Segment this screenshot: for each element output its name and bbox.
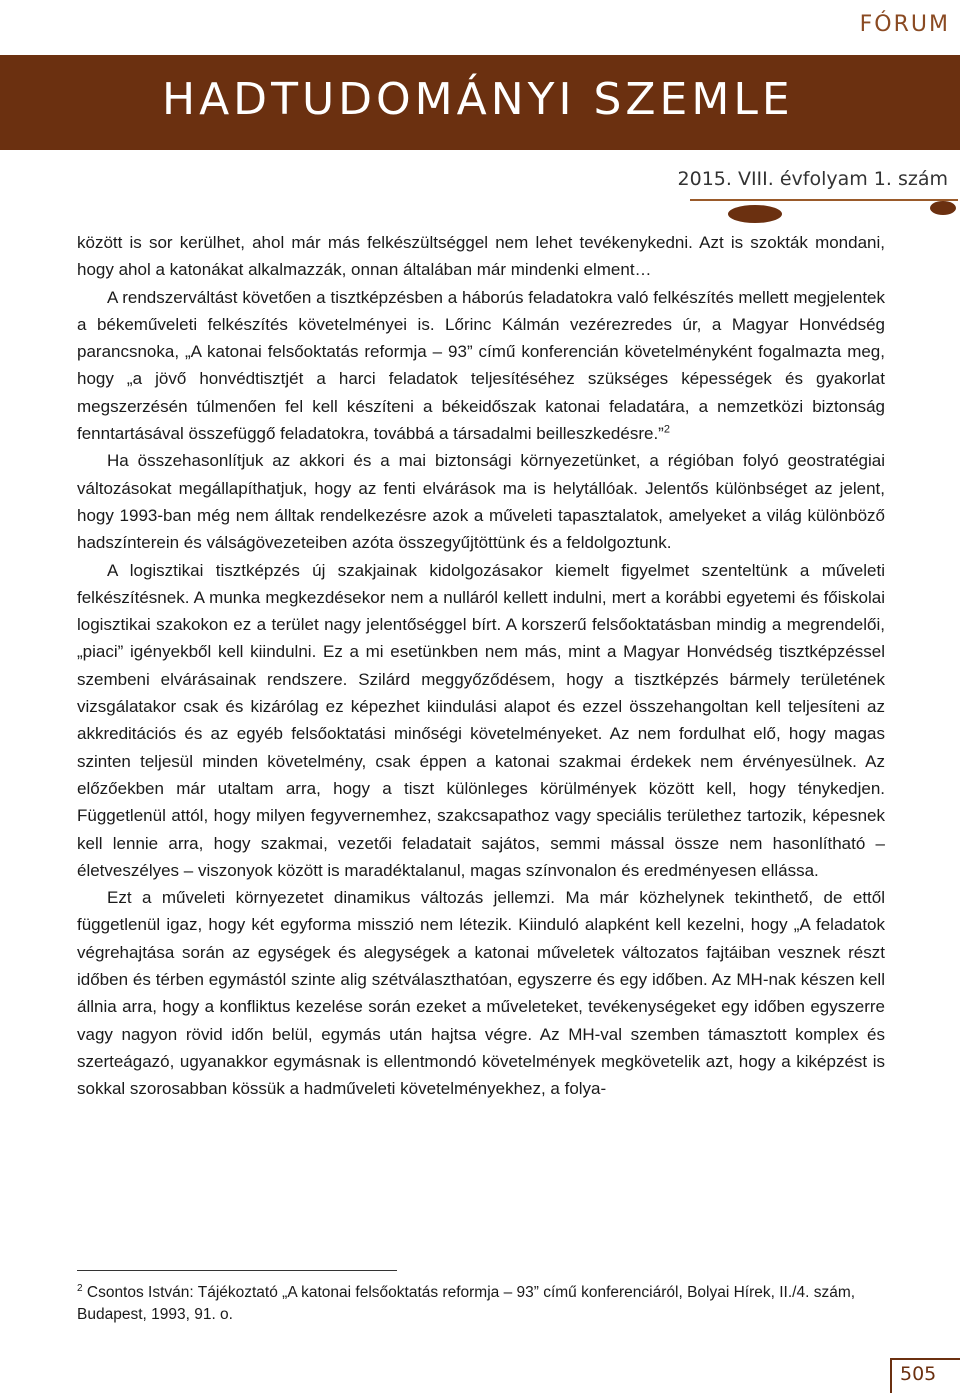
footnote: [77, 1282, 885, 1326]
footnote-number: 2: [77, 1282, 83, 1294]
paragraph: Ezt a műveleti környezetet dinamikus változás jellemzi. Ma már közhelynek tekinthető, de ettől függetlenül igaz, hogy két egyforma misszió nem létezik. Kiinduló alapként kell kezelni, hogy „A feladatok végrehajtása során az egységek és alegységek a katonai műveletek változatos fajtáiban vesznek részt időben és térben egymástól szinte alig szétválaszthatóan, egyszerre és egy időben. Az MH-nak készen kell állnia arra, hogy a konfliktus kezelése során ezeket a műveleteket, tevékenységeket egy időben egyszerre vagy nagyon rövid időn belül, egymás után hajtsa végre. Az MH-val szemben támasztott komplex és szerteágazó, ugyanakkor egymásnak is ellentmondó követelmények megkövetelik azt, hogy a kiképzést is sokkal szorosabban kössük a hadműveleti követelményekhez, a folya-: [77, 888, 885, 1099]
journal-title: HADTUDOMÁNYI SZEMLE: [162, 74, 794, 125]
header-band: [0, 0, 960, 52]
paragraph: Ha összehasonlítjuk az akkori és a mai biztonsági környezetünket, a régióban folyó geostratégiai változásokat megállapíthatjuk, hogy az fenti elvárások ma is helytállóak. Jelentős különbséget az jelent, hogy 1993-ban még nem álltak rendelkezésre azok a műveleti tapasztalatok, amelyeket a világ különböző hadszínterein és válságövezeteiben azóta összegyűjtöttünk és a feldolgoztunk.: [77, 451, 885, 553]
decorative-rule: [690, 199, 958, 201]
footnote-reference: 2: [663, 423, 670, 436]
paragraph-with-footnote: [77, 284, 885, 448]
paragraph: között is sor kerülhet, ahol már más felkészültséggel nem lehet tevékenykedni. Azt is szokták mondani, hogy ahol a katonákat alkalmazzák, onnan általában már mindenki elment…: [77, 233, 885, 280]
decorative-ornament-end: [930, 201, 956, 215]
paragraph: A logisztikai tisztképzés új szakjainak kidolgozásakor kiemelt figyelmet szenteltünk a műveleti felkészítésnek. A munka megkezdésekor nem a nulláról kellett indulni, mert a korábbi egyetemi és főiskolai logisztikai szakokon ez a terület nagy jelentőséggel bírt. A korszerű felsőoktatásban mindig a megrendelői, „piaci” igényekből kell kiindulni. Ez a mi esetünkben nem más, mint a Magyar Honvédség tisztképzéssel szembeni elvárásainak rendszere. Szilárd meggyőződésem, hogy a tisztképzés bármely területének vizsgálatakor csak és kizárólag ez képezhet kiindulási alapot és ezzel összehangoltan kell teljesíteni az akkreditációs és az egyéb felsőoktatási minőségi követelményeket. Az nem fordulhat elő, hogy magas szinten teljesül minden követelmény, csak éppen a katonai szakmai érdekek nem érvényesülnek. Az előzőekben már utaltam arra, hogy a tiszt különleges körülmények között kell, hogy ténykedjen. Függetlenül attól, hogy milyen fegyvernemhez, szakcsapathoz vagy speciális területhez tartozik, képesnek kell lennie arra, hogy szakmai, vezetői feladatait sajátos, semmi mással össze nem hasonlítható – életveszélyes – viszonyok között is maradéktalanul, magas színvonalon és eredményesen ellássa.: [77, 560, 885, 880]
article-body: [77, 229, 885, 1103]
issue-info: 2015. VIII. évfolyam 1. szám: [677, 168, 948, 190]
footnote-separator: [77, 1270, 397, 1271]
footnote-text: Csontos István: Tájékoztató „A katonai felsőoktatás reformja – 93” című konferenciáról, Bolyai Hírek, II./4. szám, Budapest, 1993, 91. o.: [77, 1284, 856, 1323]
page-number: 505: [900, 1363, 937, 1385]
section-label: FÓRUM: [859, 12, 950, 37]
paragraph-text: A rendszerváltást követően a tisztképzésben a háborús feladatokra való felkészítés mellett megjelentek a békeműveleti felkészítés követelményei is. Lőrinc Kálmán vezérezredes úr, a Magyar Honvédség parancsnoka, „A katonai felsőoktatás reformja – 93” című konferencián követelményként fogalmazta meg, hogy „a jövő honvédtisztjét a harci feladatok teljesítéséhez szükséges képességek és gyakorlat megszerzésén túlmenően fel kell készíteni a békeidőszak katonai feladatára, a nemzetközi biztonság fenntartásával összefüggő feladatokra, továbbá a társadalmi beilleszkedésre.”: [77, 287, 885, 444]
decorative-ornament: [728, 205, 782, 223]
